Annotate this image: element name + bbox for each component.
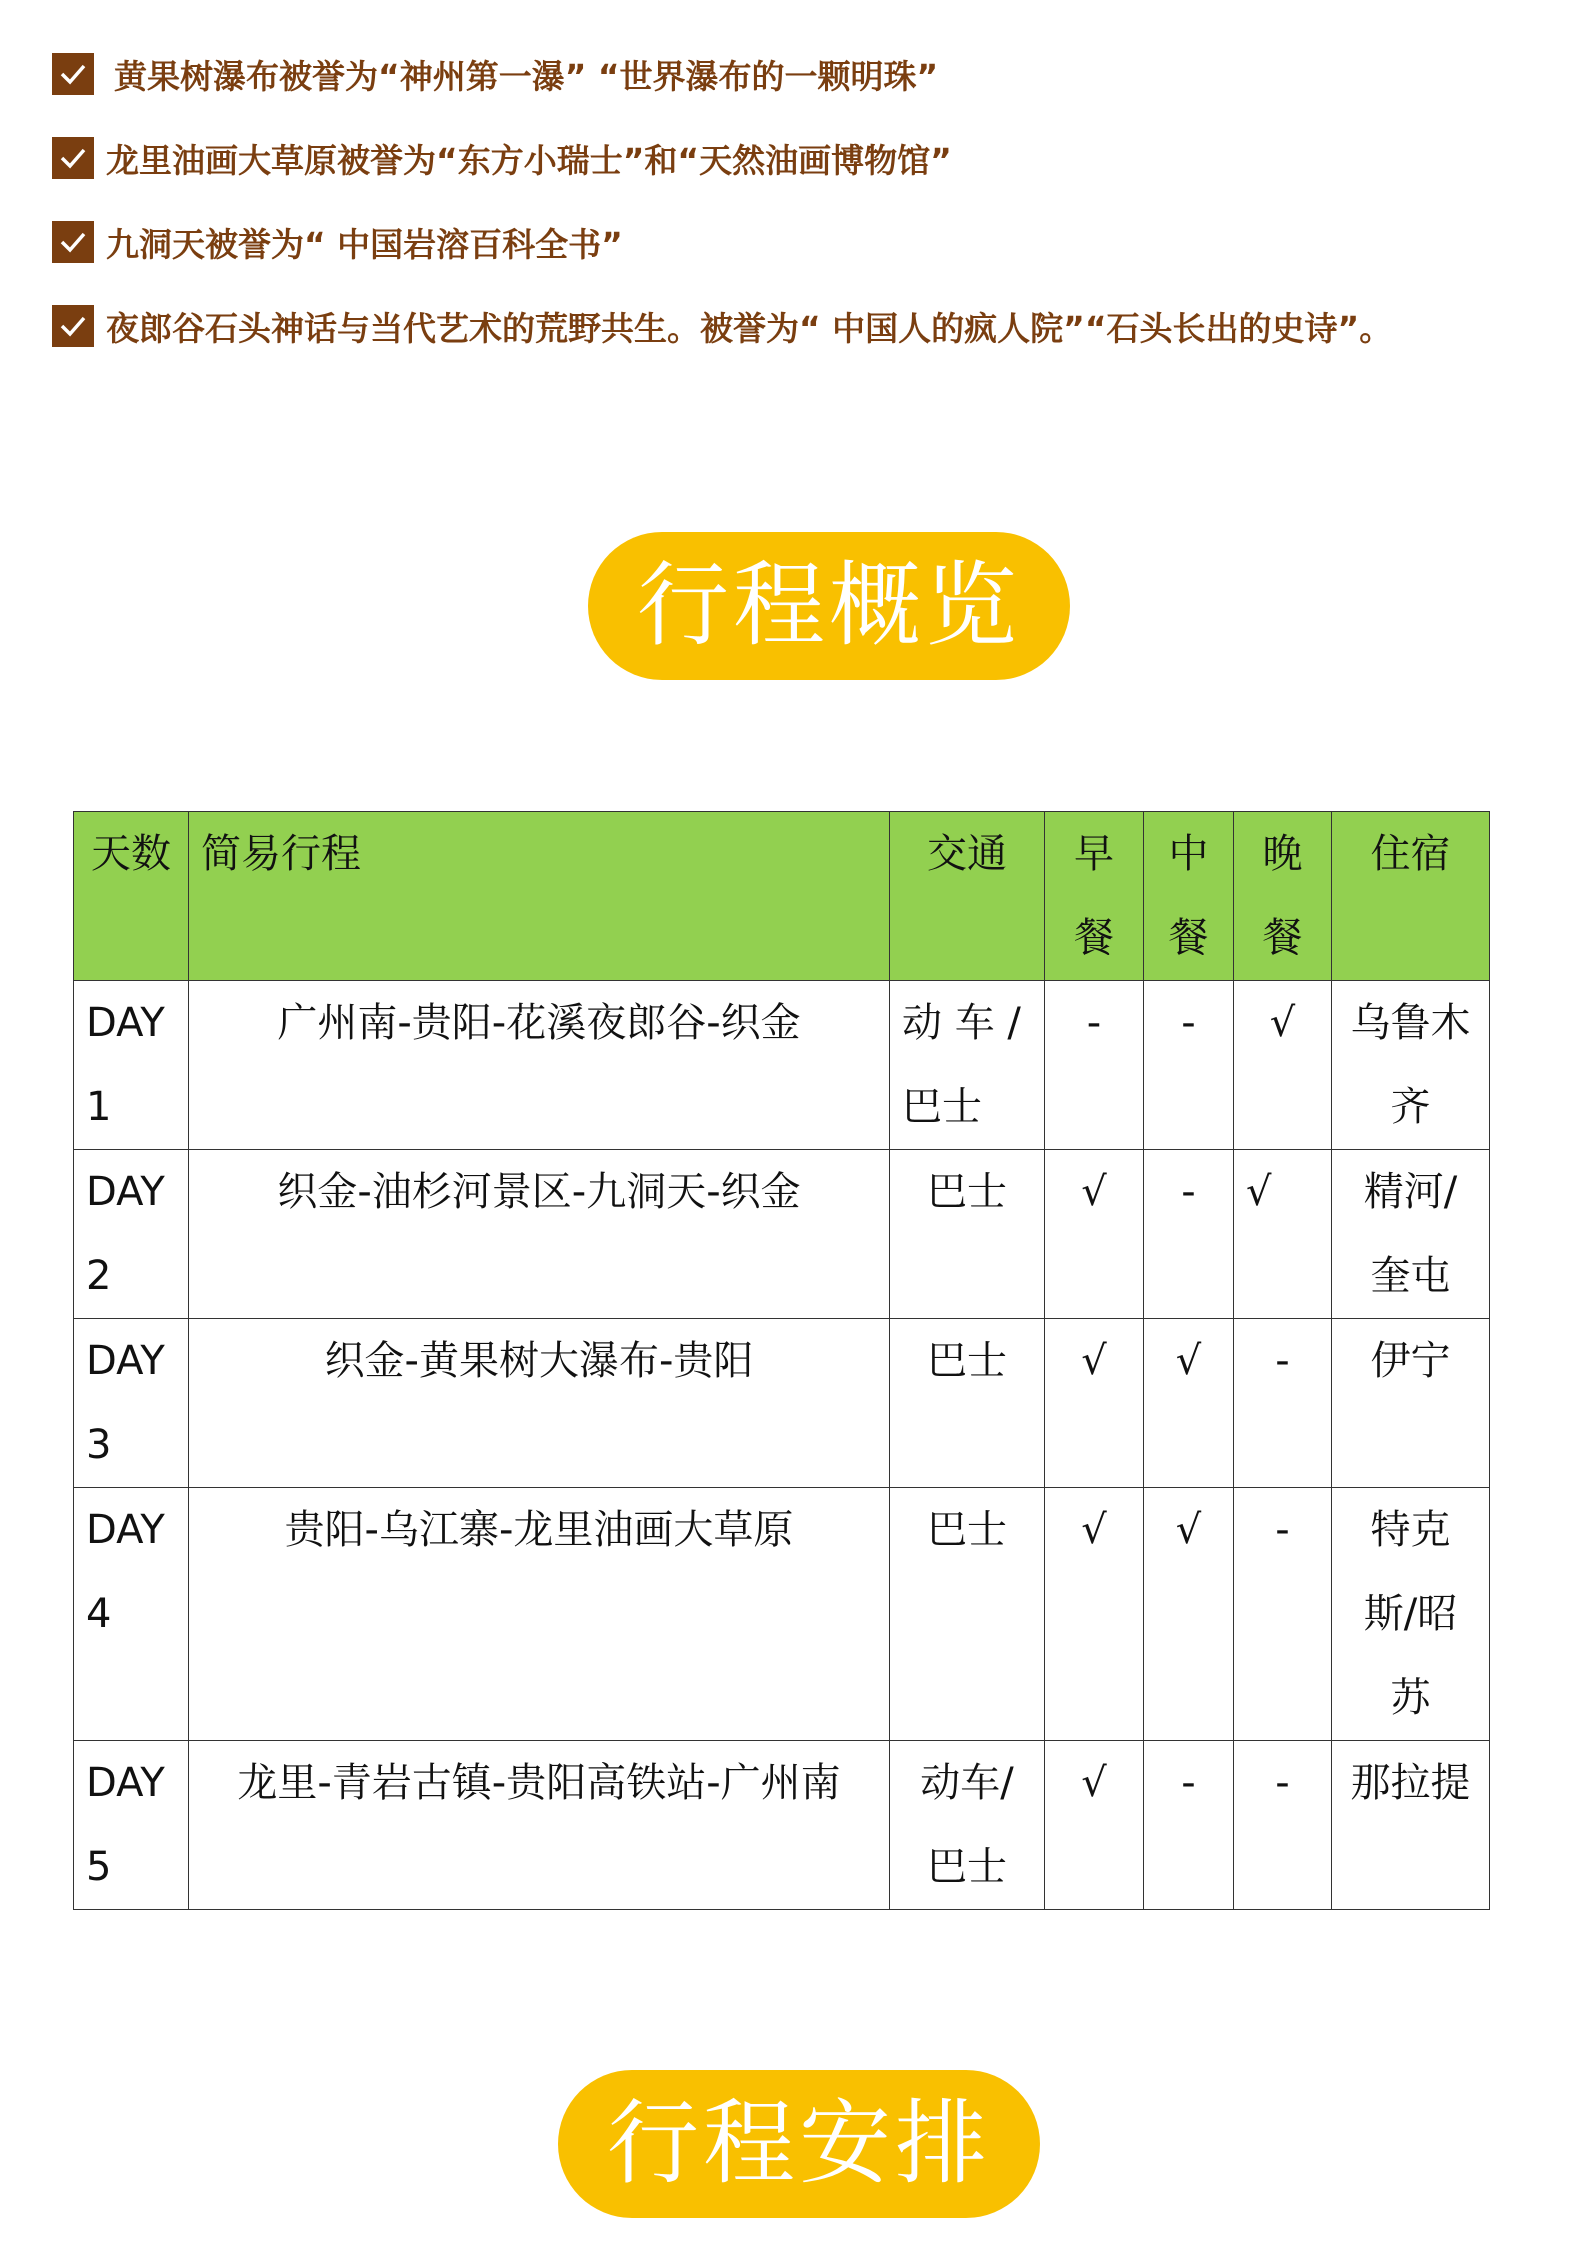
cell-route: 广州南-贵阳-花溪夜郎谷-织金 [189, 981, 890, 1150]
cell-day: DAY2 [74, 1150, 189, 1319]
header-transport: 交通 [890, 812, 1045, 981]
cell-breakfast: √ [1045, 1319, 1144, 1488]
checkbox-icon [52, 137, 94, 179]
cell-route: 贵阳-乌江寨-龙里油画大草原 [189, 1488, 890, 1741]
table-row [74, 1150, 1490, 1319]
header-route: 简易行程 [189, 812, 890, 981]
table-row [74, 1319, 1490, 1488]
highlight-item [52, 44, 1552, 104]
cell-lunch: √ [1144, 1488, 1234, 1741]
section-title-text: 行程概览 [636, 552, 1021, 659]
checkbox-icon [52, 221, 94, 263]
cell-hotel: 精河/奎屯 [1332, 1150, 1490, 1319]
highlight-text: 夜郎谷石头神话与当代艺术的荒野共生。被誉为“ 中国人的疯人院”“石头长出的史诗”。 [106, 308, 1393, 348]
cell-dinner: - [1234, 1741, 1332, 1910]
cell-breakfast: - [1045, 981, 1144, 1150]
cell-lunch: - [1144, 1741, 1234, 1910]
cell-route: 织金-黄果树大瀑布-贵阳 [189, 1319, 890, 1488]
checkbox-icon [52, 305, 94, 347]
cell-dinner: √ [1234, 981, 1332, 1150]
header-dinner: 晚餐 [1234, 812, 1332, 981]
table-header-row [74, 812, 1490, 981]
highlight-text: 九洞天被誉为“ 中国岩溶百科全书” [106, 224, 623, 264]
header-day: 天数 [74, 812, 189, 981]
cell-transport: 巴士 [890, 1150, 1045, 1319]
cell-dinner: √ [1234, 1150, 1332, 1319]
cell-lunch: - [1144, 1150, 1234, 1319]
header-hotel: 住宿 [1332, 812, 1490, 981]
cell-transport: 动车/巴士 [890, 1741, 1045, 1910]
highlights-list [52, 44, 1552, 380]
cell-breakfast: √ [1045, 1488, 1144, 1741]
table-row [74, 1741, 1490, 1910]
cell-day: DAY4 [74, 1488, 189, 1741]
cell-hotel: 那拉提 [1332, 1741, 1490, 1910]
checkbox-icon [52, 53, 94, 95]
highlight-item [52, 296, 1552, 356]
cell-lunch: - [1144, 981, 1234, 1150]
cell-route: 龙里-青岩古镇-贵阳高铁站-广州南 [189, 1741, 890, 1910]
highlight-text: 黄果树瀑布被誉为“神州第一瀑” “世界瀑布的一颗明珠” [114, 56, 939, 96]
table-row [74, 1488, 1490, 1741]
highlight-item [52, 128, 1552, 188]
cell-breakfast: √ [1045, 1741, 1144, 1910]
cell-transport: 动 车 / 巴士 [890, 981, 1045, 1150]
cell-lunch: √ [1144, 1319, 1234, 1488]
section-title-arrangement [558, 2070, 1040, 2218]
section-title-text: 行程安排 [606, 2090, 991, 2197]
cell-hotel: 乌鲁木齐 [1332, 981, 1490, 1150]
cell-route: 织金-油杉河景区-九洞天-织金 [189, 1150, 890, 1319]
header-lunch: 中餐 [1144, 812, 1234, 981]
cell-hotel: 伊宁 [1332, 1319, 1490, 1488]
itinerary-table [73, 811, 1490, 1910]
highlight-item [52, 212, 1552, 272]
header-breakfast: 早餐 [1045, 812, 1144, 981]
cell-day: DAY1 [74, 981, 189, 1150]
highlight-text: 龙里油画大草原被誉为“东方小瑞士”和“天然油画博物馆” [106, 140, 952, 180]
cell-hotel: 特克斯/昭苏 [1332, 1488, 1490, 1741]
cell-transport: 巴士 [890, 1319, 1045, 1488]
section-title-overview [588, 532, 1070, 680]
cell-dinner: - [1234, 1488, 1332, 1741]
cell-day: DAY3 [74, 1319, 189, 1488]
cell-dinner: - [1234, 1319, 1332, 1488]
cell-breakfast: √ [1045, 1150, 1144, 1319]
table-row [74, 981, 1490, 1150]
cell-transport: 巴士 [890, 1488, 1045, 1741]
cell-day: DAY5 [74, 1741, 189, 1910]
